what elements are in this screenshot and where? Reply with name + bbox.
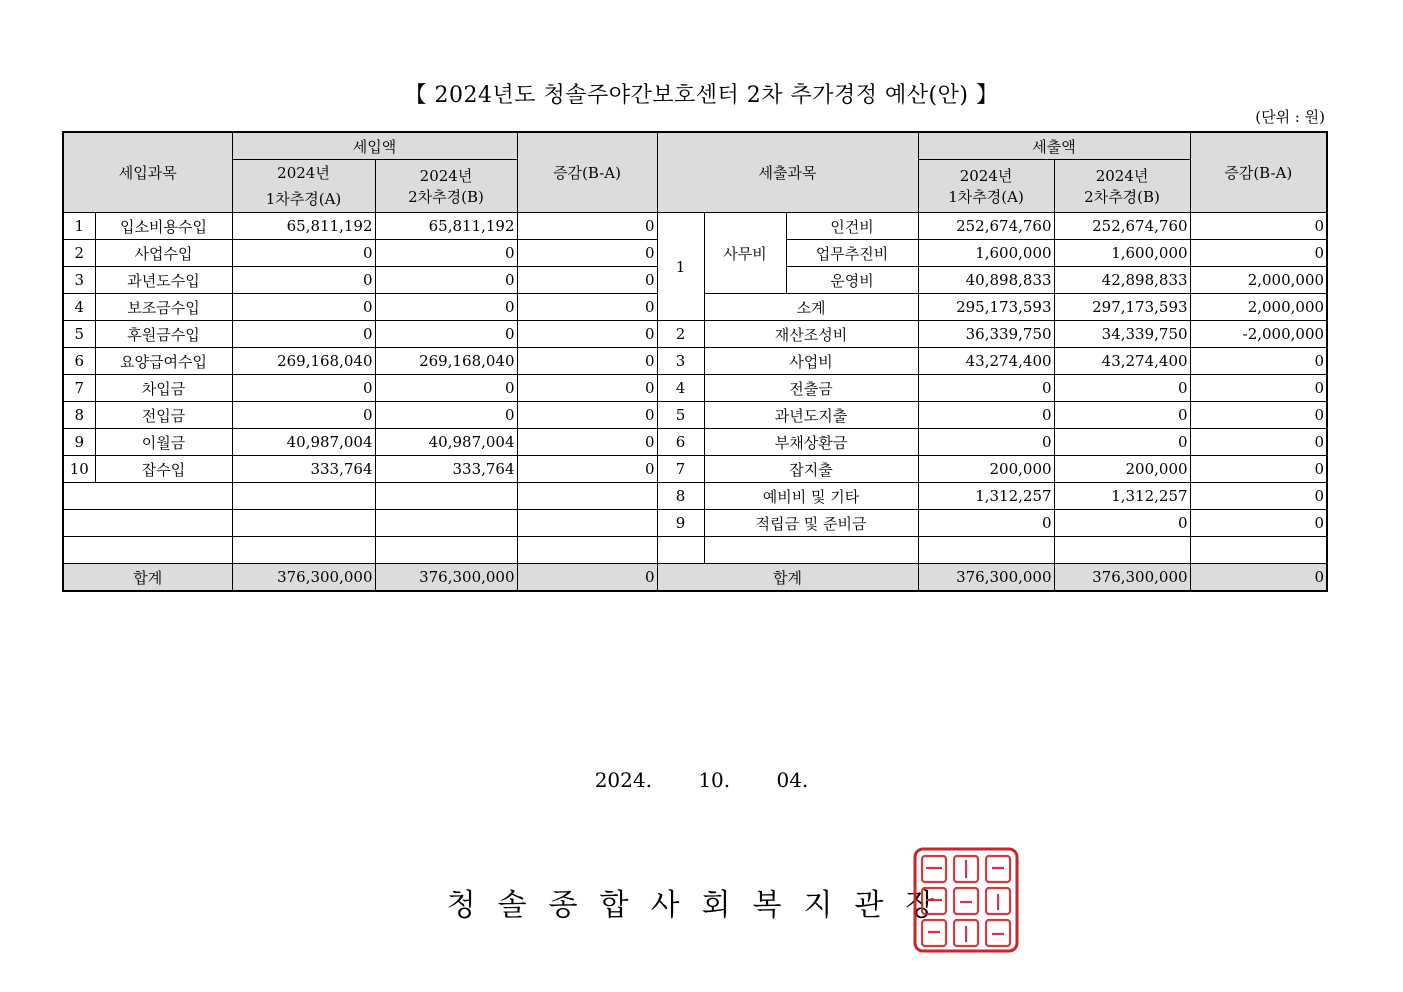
expense-amount-b: 0	[1054, 375, 1190, 402]
income-diff: 0	[517, 456, 657, 483]
income-amount-header: 세입액	[232, 132, 517, 160]
table-row	[63, 375, 1327, 402]
empty-income-item-cell	[63, 510, 232, 537]
organization-name: 청솔종합사회복지관장	[446, 888, 957, 923]
income-diff: 0	[517, 294, 657, 321]
empty-cell	[232, 510, 375, 537]
income-diff: 0	[517, 267, 657, 294]
empty-cell	[704, 537, 918, 564]
expense-amount-b: 252,674,760	[1054, 213, 1190, 240]
expense-amount-b: 200,000	[1054, 456, 1190, 483]
expense-diff: 0	[1190, 510, 1327, 537]
income-item-header: 세입과목	[63, 132, 232, 213]
expense-amount-header: 세출액	[918, 132, 1190, 160]
expense-diff: 0	[1190, 213, 1327, 240]
income-col-b-header	[375, 160, 517, 213]
income-item: 보조금수입	[95, 294, 232, 321]
income-amount-b: 269,168,040	[375, 348, 517, 375]
unit-label: (단위 : 원)	[1255, 108, 1325, 126]
income-diff: 0	[517, 402, 657, 429]
income-amount-b: 0	[375, 240, 517, 267]
income-row-number: 7	[63, 375, 95, 402]
income-total-b: 376,300,000	[375, 564, 517, 592]
col-a-year: 2024년	[277, 164, 330, 182]
income-col-a-header	[232, 160, 375, 213]
expense-total-diff: 0	[1190, 564, 1327, 592]
expense-subtotal-b: 297,173,593	[1054, 294, 1190, 321]
income-item: 잡수입	[95, 456, 232, 483]
col-a-label: 1차추경(A)	[265, 190, 342, 208]
expense-subtotal-diff: 2,000,000	[1190, 294, 1327, 321]
empty-cell	[517, 510, 657, 537]
empty-cell	[657, 537, 704, 564]
income-amount-b: 40,987,004	[375, 429, 517, 456]
income-amount-a: 0	[232, 402, 375, 429]
table-row	[63, 483, 1327, 510]
document-date: 2024. 10. 04.	[594, 768, 809, 792]
expense-item: 예비비 및 기타	[704, 483, 918, 510]
expense-row-number: 9	[657, 510, 704, 537]
empty-cell	[375, 483, 517, 510]
income-row-number: 10	[63, 456, 95, 483]
expense-diff: -2,000,000	[1190, 321, 1327, 348]
income-total-diff: 0	[517, 564, 657, 592]
expense-total-label: 합계	[657, 564, 918, 592]
expense-diff: 0	[1190, 402, 1327, 429]
income-row-number: 1	[63, 213, 95, 240]
expense-row-number: 8	[657, 483, 704, 510]
income-diff: 0	[517, 348, 657, 375]
expense-amount-a: 0	[918, 375, 1054, 402]
table-row	[63, 456, 1327, 483]
expense-row-number: 4	[657, 375, 704, 402]
col-a-label: 1차추경(A)	[948, 188, 1024, 206]
table-row	[63, 510, 1327, 537]
empty-cell	[918, 537, 1054, 564]
expense-diff: 0	[1190, 375, 1327, 402]
income-amount-b: 0	[375, 375, 517, 402]
expense-group-number: 1	[657, 213, 704, 321]
empty-cell	[517, 483, 657, 510]
income-item: 전입금	[95, 402, 232, 429]
income-total-label: 합계	[63, 564, 232, 592]
budget-table	[62, 131, 1328, 592]
income-amount-a: 0	[232, 321, 375, 348]
expense-amount-a: 40,898,833	[918, 267, 1054, 294]
empty-cell	[1054, 537, 1190, 564]
expense-item: 사업비	[704, 348, 918, 375]
expense-row-number: 6	[657, 429, 704, 456]
table-row	[63, 537, 1327, 564]
expense-amount-a: 1,312,257	[918, 483, 1054, 510]
expense-amount-a: 0	[918, 402, 1054, 429]
income-row-number: 3	[63, 267, 95, 294]
expense-amount-a: 36,339,750	[918, 321, 1054, 348]
table-row	[63, 348, 1327, 375]
income-item: 과년도수입	[95, 267, 232, 294]
income-row-number: 4	[63, 294, 95, 321]
expense-sub-item: 인건비	[786, 213, 918, 240]
income-diff-header: 증감(B-A)	[517, 132, 657, 213]
income-amount-a: 333,764	[232, 456, 375, 483]
expense-amount-a: 1,600,000	[918, 240, 1054, 267]
expense-row-number: 5	[657, 402, 704, 429]
expense-amount-a: 0	[918, 510, 1054, 537]
expense-sub-item: 업무추진비	[786, 240, 918, 267]
expense-item: 재산조성비	[704, 321, 918, 348]
expense-amount-b: 0	[1054, 402, 1190, 429]
income-item: 후원금수입	[95, 321, 232, 348]
income-item: 차입금	[95, 375, 232, 402]
income-row-number: 2	[63, 240, 95, 267]
income-amount-b: 0	[375, 267, 517, 294]
income-amount-b: 65,811,192	[375, 213, 517, 240]
empty-cell	[375, 537, 517, 564]
expense-subtotal-label: 소계	[704, 294, 918, 321]
expense-amount-b: 0	[1054, 429, 1190, 456]
income-amount-b: 0	[375, 321, 517, 348]
income-row-number: 8	[63, 402, 95, 429]
expense-amount-b: 1,312,257	[1054, 483, 1190, 510]
expense-amount-b: 43,274,400	[1054, 348, 1190, 375]
empty-cell	[1190, 537, 1327, 564]
income-item: 이월금	[95, 429, 232, 456]
expense-sub-item: 운영비	[786, 267, 918, 294]
document-title: 【 2024년도 청솔주야간보호센터 2차 추가경정 예산(안) 】	[404, 83, 999, 108]
expense-amount-a: 200,000	[918, 456, 1054, 483]
income-amount-a: 269,168,040	[232, 348, 375, 375]
income-total-a: 376,300,000	[232, 564, 375, 592]
income-item: 요양급여수입	[95, 348, 232, 375]
expense-item-header: 세출과목	[657, 132, 918, 213]
income-row-number: 5	[63, 321, 95, 348]
table-row	[63, 213, 1327, 240]
income-diff: 0	[517, 429, 657, 456]
income-row-number: 9	[63, 429, 95, 456]
income-amount-b: 333,764	[375, 456, 517, 483]
income-item: 입소비용수입	[95, 213, 232, 240]
expense-group-name: 사무비	[704, 213, 786, 294]
expense-amount-a: 0	[918, 429, 1054, 456]
expense-item: 전출금	[704, 375, 918, 402]
table-row	[63, 321, 1327, 348]
expense-amount-b: 34,339,750	[1054, 321, 1190, 348]
income-amount-b: 0	[375, 294, 517, 321]
header-row-1	[63, 132, 1327, 160]
expense-subtotal-a: 295,173,593	[918, 294, 1054, 321]
expense-total-a: 376,300,000	[918, 564, 1054, 592]
income-amount-a: 40,987,004	[232, 429, 375, 456]
expense-item: 적립금 및 준비금	[704, 510, 918, 537]
col-b-year: 2024년	[1095, 167, 1149, 185]
col-b-year: 2024년	[419, 167, 473, 185]
expense-item: 과년도지출	[704, 402, 918, 429]
expense-amount-a: 43,274,400	[918, 348, 1054, 375]
income-row-number: 6	[63, 348, 95, 375]
income-diff: 0	[517, 375, 657, 402]
expense-total-b: 376,300,000	[1054, 564, 1190, 592]
official-seal-stamp	[912, 846, 1020, 954]
income-diff: 0	[517, 321, 657, 348]
expense-item: 부채상환금	[704, 429, 918, 456]
income-amount-b: 0	[375, 402, 517, 429]
col-b-label: 2차추경(B)	[1084, 188, 1160, 206]
expense-row-number: 2	[657, 321, 704, 348]
expense-amount-a: 252,674,760	[918, 213, 1054, 240]
empty-income-item-cell	[63, 483, 232, 510]
expense-diff: 0	[1190, 456, 1327, 483]
income-diff: 0	[517, 213, 657, 240]
expense-diff: 0	[1190, 348, 1327, 375]
empty-cell	[232, 537, 375, 564]
expense-row-number: 3	[657, 348, 704, 375]
empty-cell	[232, 483, 375, 510]
empty-cell	[517, 537, 657, 564]
expense-col-b-header	[1054, 160, 1190, 213]
expense-col-a-header	[918, 160, 1054, 213]
expense-diff: 0	[1190, 240, 1327, 267]
income-amount-a: 0	[232, 240, 375, 267]
expense-diff-header: 증감(B-A)	[1190, 132, 1327, 213]
col-a-year: 2024년	[959, 167, 1013, 185]
expense-row-number: 7	[657, 456, 704, 483]
empty-income-item-cell	[63, 537, 232, 564]
income-diff: 0	[517, 240, 657, 267]
expense-diff: 0	[1190, 483, 1327, 510]
income-amount-a: 0	[232, 267, 375, 294]
totals-row	[63, 564, 1327, 592]
empty-cell	[375, 510, 517, 537]
income-amount-a: 0	[232, 294, 375, 321]
col-b-label: 2차추경(B)	[408, 188, 484, 206]
income-item: 사업수입	[95, 240, 232, 267]
income-amount-a: 65,811,192	[232, 213, 375, 240]
expense-amount-b: 1,600,000	[1054, 240, 1190, 267]
table-row	[63, 402, 1327, 429]
expense-diff: 2,000,000	[1190, 267, 1327, 294]
expense-amount-b: 0	[1054, 510, 1190, 537]
income-amount-a: 0	[232, 375, 375, 402]
expense-amount-b: 42,898,833	[1054, 267, 1190, 294]
expense-item: 잡지출	[704, 456, 918, 483]
table-row	[63, 429, 1327, 456]
expense-diff: 0	[1190, 429, 1327, 456]
